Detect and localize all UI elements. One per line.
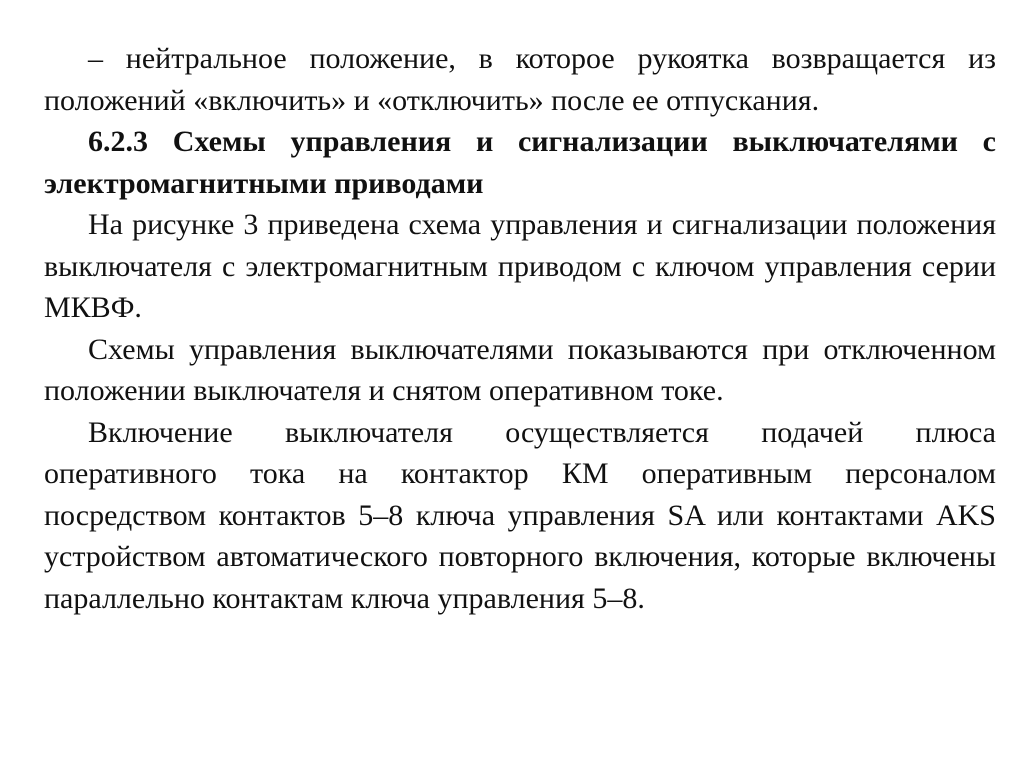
paragraph-schemes-shown: Схемы управления выключателями показываются при отключенном положении выключателя и снятом оперативном токе. [44, 332, 996, 407]
paragraph-figure-3: На рисунке 3 приведена схема управления и сигнализации положения выключателя с электромагнитным приводом с ключом управления серии МКВФ. [44, 208, 996, 324]
document-page [44, 38, 996, 619]
paragraph-neutral-position: – нейтральное положение, в которое рукоятка возвращается из положений «включить» и «отключить» после ее отпускания. [44, 42, 996, 117]
section-heading: 6.2.3 Схемы управления и сигнализации выключателями с электромагнитными приводами [44, 125, 996, 200]
paragraph-switching-on: Включение выключателя осуществляется подачей плюса оперативного тока на контактор КМ оперативным персоналом посредством контактов 5–8 ключа управления SA или контактами AKS устройством автоматического повторного включения, которые включены параллельно контактам ключа управления 5–8. [44, 415, 996, 615]
